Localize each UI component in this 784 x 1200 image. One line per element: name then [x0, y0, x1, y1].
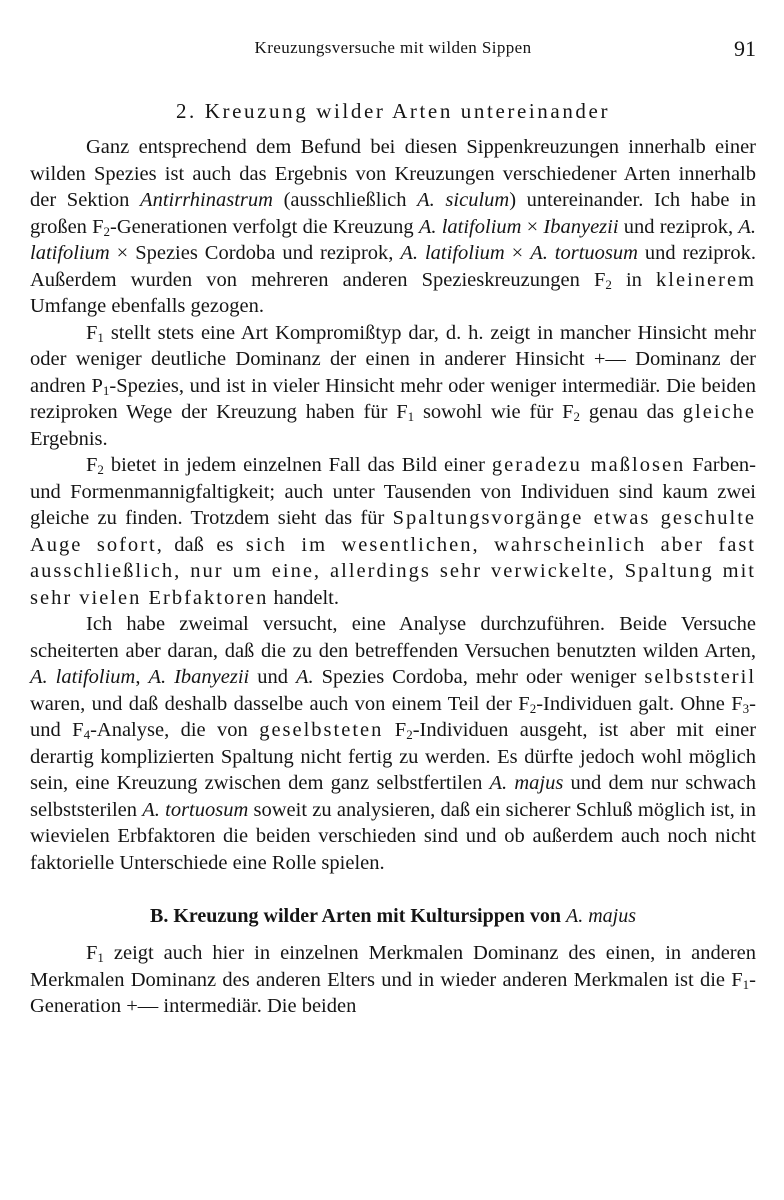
- spaced-emphasis: kleinerem: [656, 268, 757, 291]
- text-run: und reziprok,: [618, 215, 739, 238]
- text-run: -Individuen galt. Ohne F: [536, 692, 743, 715]
- text-run: Umfange ebenfalls gezogen.: [30, 295, 264, 317]
- italic-term: A. latifolium: [30, 215, 756, 264]
- text-run: ×: [521, 215, 544, 238]
- section-heading-b: [30, 902, 756, 930]
- text-run: stellt stets eine Art Kompromißtyp dar, d. h. zeigt in mancher Hinsicht mehr oder weniger deutliche Dominanz der einen in anderer Hinsicht +— Dominanz der andren P: [30, 321, 756, 397]
- text-run: genau das: [580, 401, 683, 423]
- subscript: 1: [97, 329, 104, 345]
- text-run: -Individuen ausgeht, ist aber mit einer derartig komplizierten Spaltung nicht fertig zu werden. Es dürfte jedoch wohl möglich sein, eine Kreuzung zwischen dem ganz selbstfertilen: [30, 719, 757, 794]
- text-run: soweit zu analysieren, daß ein sicherer Schluß möglich ist, in wievielen Erbfaktoren die beiden verschieden sind und ob außerdem auch noch nicht faktorielle Unterschiede eine Rolle spielen.: [30, 798, 756, 874]
- text-run: ×: [504, 242, 531, 264]
- italic-term: Antirrhinastrum: [140, 189, 273, 211]
- text-run: -Generationen verfolgt die Kreuzung: [110, 215, 419, 238]
- subscript: 2: [97, 462, 104, 477]
- heading-text: B. Kreuzung wilder Arten mit Kultursippen von: [150, 905, 566, 927]
- italic-term: A. Ibanyezii: [148, 666, 250, 688]
- subscript: 2: [605, 276, 612, 292]
- italic-term: A. latifolium: [30, 666, 136, 688]
- text-run: - und F: [30, 692, 756, 741]
- text-run: waren, und daß deshalb dasselbe auch von einem Teil der F: [30, 692, 530, 715]
- italic-term: A. majus: [489, 772, 564, 794]
- italic-term: A.: [295, 666, 314, 688]
- subscript: 1: [742, 976, 750, 992]
- text-run: -Analyse, die von: [90, 719, 260, 741]
- text-run: ) untereinander. Ich habe in großen F: [30, 189, 756, 238]
- italic-term: A. siculum: [417, 189, 510, 211]
- running-head: [30, 36, 756, 76]
- text-run: in: [611, 268, 657, 291]
- subscript: 2: [406, 727, 413, 742]
- italic-term: A. tortuosum: [142, 798, 249, 821]
- paragraph-5: [30, 940, 756, 1020]
- spaced-emphasis: Spaltungsvorgänge etwas geschulte Auge sofort: [30, 507, 756, 556]
- italic-term: A. latifolium: [400, 242, 505, 264]
- text-run: und dem nur schwach selbststerilen: [30, 772, 757, 821]
- text-run: Spezies Cordoba, mehr oder weniger: [313, 666, 645, 688]
- text-run: Ganz entsprechend dem Befund bei diesen Sippenkreuzungen innerhalb einer wilden Spezies ist auch das Ergebnis von Kreuzungen verschiedener Arten innerhalb der Sektion: [30, 136, 756, 211]
- text-run: F: [86, 454, 98, 476]
- subscript: 2: [529, 700, 537, 716]
- subscript: 4: [83, 727, 91, 742]
- paragraph-4: [30, 611, 756, 876]
- text-run: Ergebnis.: [30, 427, 108, 450]
- text-run: sowohl wie für F: [414, 401, 574, 423]
- spaced-emphasis: selbststeril: [644, 666, 757, 688]
- text-run: zeigt auch hier in einzelnen Merkmalen Dominanz des einen, in anderen Merkmalen Dominanz des anderen Elters und in wieder anderen Merkmalen ist die F: [30, 942, 756, 991]
- spaced-emphasis: geradezu maßlosen: [491, 454, 686, 476]
- text-run: und: [249, 666, 296, 688]
- text-run: Farben- und Formenmannigfaltigkeit; auch unter Tausenden von Individuen sind kaum zwei gleiche zu finden. Trotzdem sieht das für: [30, 454, 756, 529]
- subscript: 2: [573, 409, 581, 424]
- text-run: handelt.: [268, 586, 339, 609]
- text-run: und reziprok. Außerdem wurden von mehreren anderen Spezieskreuzungen F: [30, 242, 757, 291]
- heading-italic-term: A. majus: [565, 905, 636, 927]
- italic-term: A. tortuosum: [530, 242, 638, 264]
- section-heading-2: 2. Kreuzung wilder Arten untereinander: [175, 99, 611, 123]
- spaced-emphasis: gleiche: [682, 401, 756, 423]
- paragraph-1: [30, 134, 756, 320]
- text-run: -Spezies, und ist in vieler Hinsicht mehr oder weniger intermediär. Die beiden reziproken Wege der Kreuzung haben für F: [30, 374, 756, 423]
- text-run: F: [86, 321, 98, 344]
- text-run: (ausschließlich: [272, 189, 418, 211]
- italic-term: Ibanyezii: [543, 215, 619, 238]
- paragraph-2: [30, 320, 756, 453]
- page-number: 91: [734, 36, 756, 61]
- text-run: Ich habe zweimal versucht, eine Analyse durchzuführen. Beide Versuche scheiterten aber daran, daß die zu den betreffenden Versuchen benutzten wilden Arten,: [30, 613, 756, 662]
- text-run: , daß es: [156, 533, 246, 556]
- running-title: Kreuzungsversuche mit wilden Sippen: [254, 38, 532, 57]
- subscript: 3: [742, 700, 750, 716]
- text-run: -Generation +— intermediär. Die beiden: [30, 968, 756, 1017]
- spaced-emphasis: sich im wesentlichen, wahrscheinlich aber fast ausschließlich, nur um eine, allerdings sehr verwickelte, Spaltung mit sehr vielen Erbfaktoren: [30, 533, 756, 609]
- subscript: 1: [407, 409, 415, 424]
- text-run: F: [86, 942, 98, 964]
- paragraph-3: [30, 452, 756, 611]
- text-run: ,: [135, 666, 149, 688]
- text-run: bietet in jedem einzelnen Fall das Bild einer: [103, 454, 492, 476]
- text-run: F: [383, 719, 407, 741]
- subscript: 1: [102, 382, 110, 398]
- subscript: 2: [103, 223, 111, 239]
- book-page: [30, 36, 756, 1186]
- text-run: × Spezies Cordoba und reziprok,: [109, 242, 401, 264]
- spaced-emphasis: geselbsteten: [259, 719, 384, 741]
- subscript: 1: [97, 950, 104, 965]
- italic-term: A. latifolium: [418, 215, 522, 238]
